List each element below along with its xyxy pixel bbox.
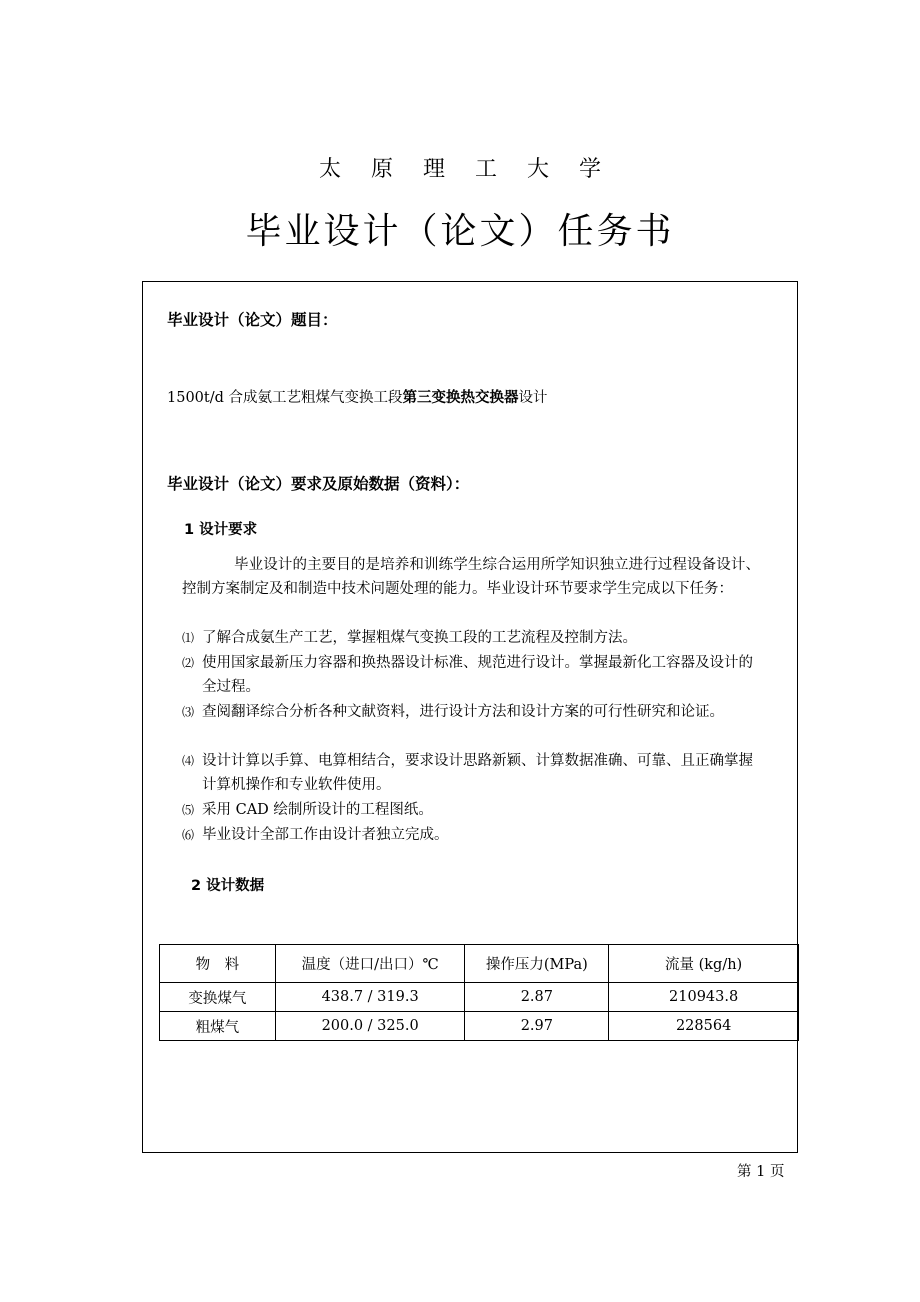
section-1-title: 1 设计要求 — [184, 522, 258, 538]
item-number: ⑶ — [182, 705, 195, 719]
requirement-item — [182, 651, 762, 699]
requirement-item — [182, 749, 762, 797]
table-cell: 2.97 — [465, 1012, 609, 1041]
item-text: 查阅翻译综合分析各种文献资料，进行设计方法和设计方案的可行性研究和论证。 — [202, 704, 724, 720]
table-cell: 200.0 / 325.0 — [275, 1012, 465, 1041]
table-cell: 粗煤气 — [160, 1012, 276, 1041]
table-cell: 228564 — [609, 1012, 799, 1041]
item-text: 设计计算以手算、电算相结合，要求设计思路新颖、计算数据准确、可靠、且正确掌握计算机操作和专业软件使用。 — [202, 753, 753, 793]
table-cell: 438.7 / 319.3 — [275, 983, 465, 1012]
requirements-intro: 毕业设计的主要目的是培养和训练学生综合运用所学知识独立进行过程设备设计、控制方案制定及和制造中技术问题处理的能力。毕业设计环节要求学生完成以下任务： — [182, 557, 760, 597]
item-text: 毕业设计全部工作由设计者独立完成。 — [202, 827, 449, 843]
item-text: 使用国家最新压力容器和换热器设计标准、规范进行设计。掌握最新化工容器及设计的全过程。 — [202, 655, 753, 695]
item-number: ⑷ — [182, 754, 195, 768]
requirement-item — [182, 700, 762, 724]
table-cell: 2.87 — [465, 983, 609, 1012]
item-text: 采用 CAD 绘制所设计的工程图纸。 — [202, 802, 433, 818]
item-number: ⑵ — [182, 656, 195, 670]
topic-text — [167, 386, 548, 407]
requirement-item — [182, 798, 762, 822]
university-name: 太原理工大学 — [318, 157, 631, 182]
table-row — [160, 983, 799, 1012]
header-pressure: 操作压力(MPa) — [465, 945, 609, 983]
requirement-item — [182, 823, 762, 847]
section-2-title: 2 设计数据 — [191, 878, 265, 894]
document-title: 毕业设计（论文）任务书 — [245, 211, 675, 252]
requirement-item — [182, 626, 762, 650]
design-data-table — [159, 944, 799, 1041]
requirements-heading: 毕业设计（论文）要求及原始数据（资料）： — [167, 475, 470, 493]
page-number: 第 1 页 — [737, 1164, 785, 1180]
header-temperature: 温度（进口/出口）℃ — [275, 945, 465, 983]
item-number: ⑴ — [182, 631, 195, 645]
header-material: 物 料 — [160, 945, 276, 983]
item-text: 了解合成氨生产工艺，掌握粗煤气变换工段的工艺流程及控制方法。 — [202, 630, 637, 646]
item-number: ⑸ — [182, 803, 195, 817]
topic-label: 毕业设计（论文）题目： — [167, 311, 338, 329]
topic-suffix: 设计 — [518, 390, 548, 406]
table-header-row — [160, 945, 799, 983]
table-cell: 210943.8 — [609, 983, 799, 1012]
topic-prefix: 1500t/d 合成氨工艺粗煤气变换工段 — [167, 390, 403, 406]
item-number: ⑹ — [182, 828, 195, 842]
table-cell: 变换煤气 — [160, 983, 276, 1012]
table-row — [160, 1012, 799, 1041]
topic-bold: 第三变换热交换器 — [402, 389, 519, 406]
header-flow: 流量 (kg/h) — [609, 945, 799, 983]
